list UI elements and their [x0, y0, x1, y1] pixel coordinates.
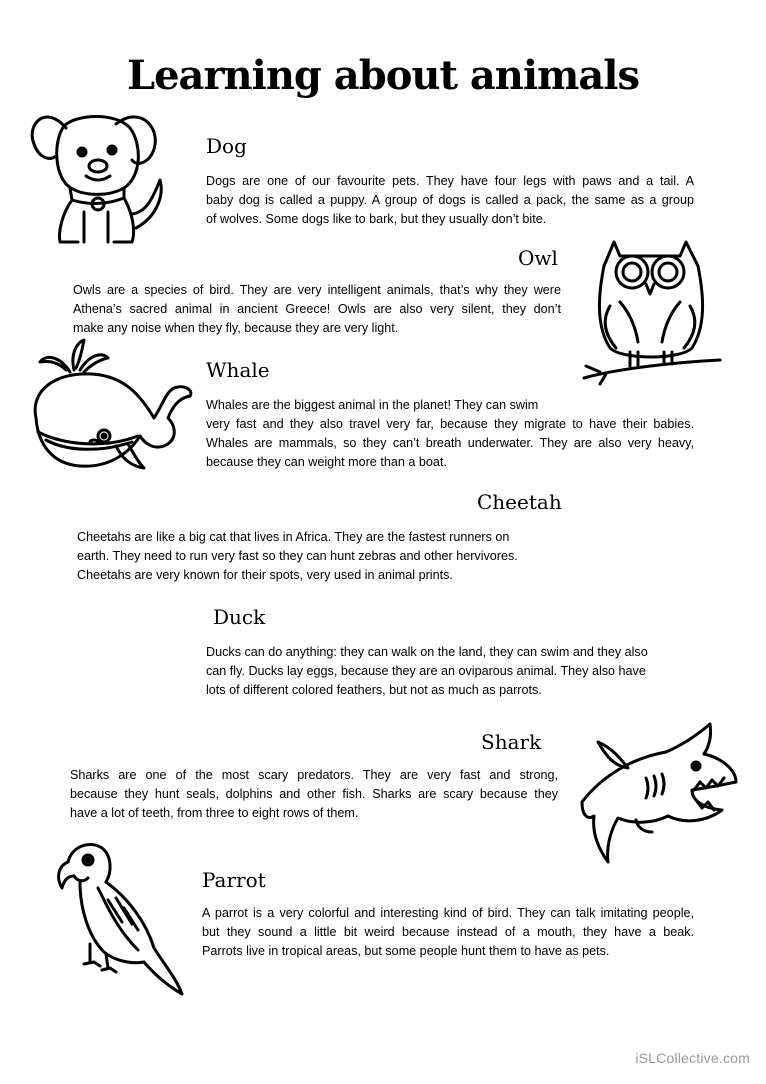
duck-line: can fly. Ducks lay eggs, because they are an oviparous animal. They also have — [206, 664, 646, 678]
whale-line: because they can weight more than a boat. — [206, 455, 447, 469]
owl-line: make any noise when they fly, because they are very light. — [73, 321, 399, 335]
whale-line: Whales are mammals, so they can’t breath underwater. They are also very heavy, — [206, 436, 694, 450]
whale-heading: Whale — [206, 358, 270, 382]
duck-heading: Duck — [213, 605, 266, 629]
page-title: Learning about animals — [126, 52, 640, 99]
shark-paragraph — [70, 766, 558, 823]
shark-line: because they hunt seals, dolphins and other fish. Sharks are scary because they — [70, 787, 558, 801]
shark-heading: Shark — [481, 730, 542, 754]
parrot-heading: Parrot — [202, 868, 266, 892]
shark-line: Sharks are one of the most scary predators. They are very fast and strong, — [70, 768, 558, 782]
cheetah-paragraph — [77, 528, 565, 585]
parrot-line: Parrots live in tropical areas, but some people hunt them to have as pets. — [202, 944, 610, 958]
dog-illustration — [26, 104, 168, 250]
dog-line: of wolves. Some dogs like to bark, but they usually don’t bite. — [206, 212, 547, 226]
whale-line: Whales are the biggest animal in the planet! They can swim — [206, 398, 539, 412]
watermark: iSLCollective.com — [635, 1050, 750, 1066]
dog-heading: Dog — [206, 134, 247, 158]
dog-paragraph — [206, 172, 694, 229]
owl-illustration — [580, 236, 722, 386]
parrot-line: but they sound a little bit weird because instead of a mouth, they have a beak. — [202, 925, 694, 939]
shark-line: have a lot of teeth, from three to eight rows of them. — [70, 806, 359, 820]
owl-line: Athena’s sacred animal in ancient Greece! Owls are also very silent, they don’t — [73, 302, 561, 316]
parrot-illustration — [50, 838, 190, 998]
cheetah-line: earth. They need to run very fast so they can hunt zebras and other hervivores. — [77, 549, 518, 563]
cheetah-line: Cheetahs are very known for their spots, very used in animal prints. — [77, 568, 453, 582]
parrot-paragraph — [202, 904, 694, 961]
shark-illustration — [572, 716, 742, 866]
whale-line: very fast and they also travel very far, because they migrate to have their babies. — [206, 417, 694, 431]
owl-line: Owls are a species of bird. They are very intelligent animals, that’s why they were — [73, 283, 561, 297]
parrot-line: A parrot is a very colorful and interesting kind of bird. They can talk imitating people, — [202, 906, 694, 920]
duck-line: Ducks can do anything: they can walk on the land, they can swim and they also — [206, 645, 648, 659]
cheetah-line: Cheetahs are like a big cat that lives in Africa. They are the fastest runners on — [77, 530, 510, 544]
whale-illustration — [26, 336, 196, 476]
dog-line: baby dog is called a puppy. A group of dogs is called a pack, the same as a group — [206, 193, 694, 207]
dog-line: Dogs are one of our favourite pets. They have four legs with paws and a tail. A — [206, 174, 694, 188]
cheetah-heading: Cheetah — [477, 490, 562, 514]
duck-line: lots of different colored feathers, but not as much as parrots. — [206, 683, 542, 697]
whale-paragraph — [206, 396, 694, 472]
owl-paragraph — [73, 281, 561, 338]
owl-heading: Owl — [518, 246, 558, 270]
duck-paragraph — [206, 643, 694, 700]
